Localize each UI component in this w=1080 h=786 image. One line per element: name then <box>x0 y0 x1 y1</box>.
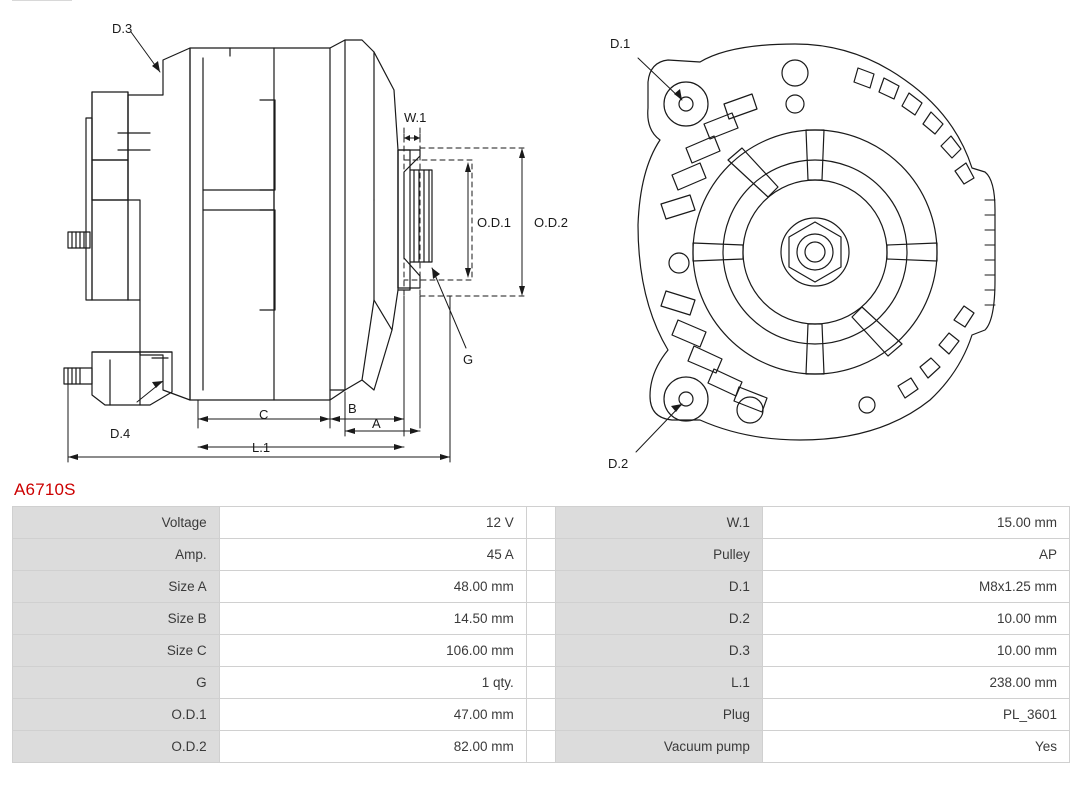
spec-label: Vacuum pump <box>556 731 763 763</box>
spec-label: Size C <box>13 635 220 667</box>
dim-label-d4: D.4 <box>110 426 131 441</box>
column-spacer <box>526 731 556 763</box>
spec-label: Voltage <box>13 507 220 539</box>
page-title: A6710S <box>14 480 76 499</box>
dim-label-c: C <box>259 407 269 422</box>
dim-label-od2: O.D.2 <box>534 215 568 230</box>
column-spacer <box>526 699 556 731</box>
spec-value: Yes <box>762 731 1069 763</box>
table-row <box>13 571 1070 603</box>
spec-label: L.1 <box>556 667 763 699</box>
spec-value: 238.00 mm <box>762 667 1069 699</box>
spec-label: G <box>13 667 220 699</box>
spec-value: AP <box>762 539 1069 571</box>
column-spacer <box>526 667 556 699</box>
spec-value: 15.00 mm <box>762 507 1069 539</box>
spec-label: Size A <box>13 571 220 603</box>
table-row <box>13 667 1070 699</box>
spec-label: Pulley <box>556 539 763 571</box>
spec-value: 48.00 mm <box>219 571 526 603</box>
spec-label: D.1 <box>556 571 763 603</box>
spec-label: W.1 <box>556 507 763 539</box>
spec-value: PL_3601 <box>762 699 1069 731</box>
dim-label-w1: W.1 <box>404 110 427 125</box>
spec-value: 10.00 mm <box>762 635 1069 667</box>
table-row <box>13 539 1070 571</box>
spec-value: 1 qty. <box>219 667 526 699</box>
table-row <box>13 507 1070 539</box>
spec-label: D.3 <box>556 635 763 667</box>
dim-label-d3: D.3 <box>112 21 133 36</box>
spec-value: 12 V <box>219 507 526 539</box>
dim-label-a: A <box>372 416 381 431</box>
spec-value: 45 A <box>219 539 526 571</box>
column-spacer <box>526 507 556 539</box>
dim-label-d1: D.1 <box>610 36 631 51</box>
spec-value: 14.50 mm <box>219 603 526 635</box>
table-row <box>13 635 1070 667</box>
spec-label: Amp. <box>13 539 220 571</box>
spec-label: Size B <box>13 603 220 635</box>
table-row <box>13 699 1070 731</box>
spec-value: 82.00 mm <box>219 731 526 763</box>
dim-label-g: G <box>463 352 474 367</box>
table-row <box>13 603 1070 635</box>
column-spacer <box>526 539 556 571</box>
spec-value: M8x1.25 mm <box>762 571 1069 603</box>
column-spacer <box>526 635 556 667</box>
spec-label: O.D.2 <box>13 731 220 763</box>
spec-label: Plug <box>556 699 763 731</box>
column-spacer <box>526 603 556 635</box>
spec-label: O.D.1 <box>13 699 220 731</box>
spec-value: 106.00 mm <box>219 635 526 667</box>
spec-value: 10.00 mm <box>762 603 1069 635</box>
column-spacer <box>526 571 556 603</box>
dim-label-d2: D.2 <box>608 456 629 471</box>
table-row <box>13 731 1070 763</box>
dim-label-od1: O.D.1 <box>477 215 511 230</box>
dim-label-b: B <box>348 401 357 416</box>
dim-label-l1: L.1 <box>252 440 271 455</box>
spec-label: D.2 <box>556 603 763 635</box>
specifications-table <box>12 506 1070 763</box>
spec-value: 47.00 mm <box>219 699 526 731</box>
